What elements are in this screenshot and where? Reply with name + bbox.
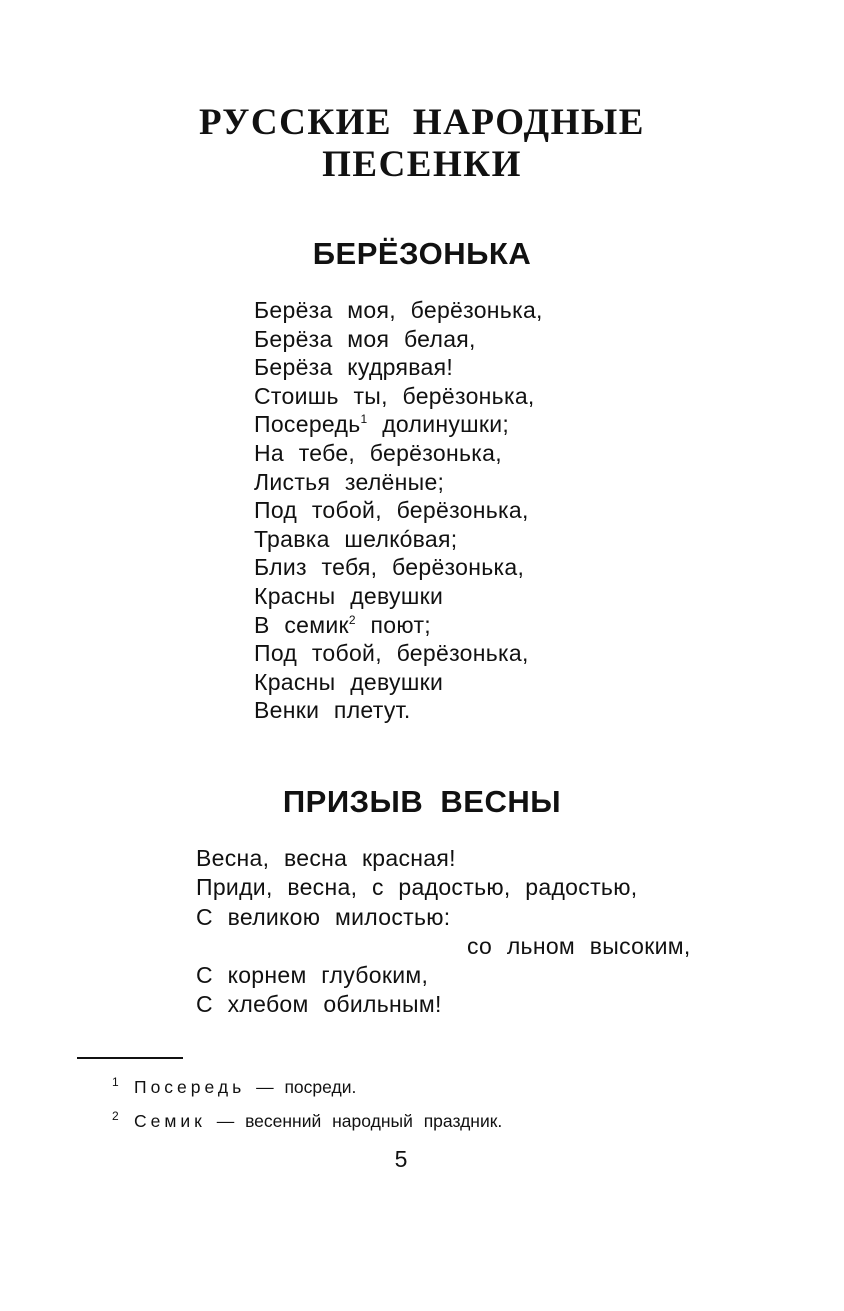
poem-word: В семик xyxy=(254,611,349,638)
footnote-divider xyxy=(77,1057,183,1059)
poem-word: долинушки; xyxy=(382,411,510,438)
poem-prizyv-vesny xyxy=(196,844,691,1020)
footnote-mark: 2 xyxy=(112,1109,119,1123)
poem-line: Стоишь ты, берёзонька, xyxy=(254,382,535,409)
poem-line xyxy=(254,611,543,640)
page-number: 5 xyxy=(394,1146,408,1172)
poem-line: Берёза кудрявая! xyxy=(254,354,454,381)
poem-line: С хлебом обильным! xyxy=(196,991,442,1018)
footnote-mark: 1 xyxy=(112,1075,119,1089)
poem-line: Берёза моя, берёзонька, xyxy=(254,297,543,323)
poem-line: Берёза моя белая, xyxy=(254,325,476,352)
poem-title-berezonka: БЕРЁЗОНЬКА xyxy=(312,236,532,271)
poem-line: Травка шелкóвая; xyxy=(254,525,458,552)
poem-line: Весна, весна красная! xyxy=(196,845,456,871)
poem-line xyxy=(254,410,543,439)
section-title-line-1: РУССКИЕ НАРОДНЫЕ xyxy=(199,102,645,143)
section-title-line-2: ПЕСЕНКИ xyxy=(322,144,522,185)
footnote-term: Семик xyxy=(134,1111,206,1131)
poem-line: На тебе, берёзонька, xyxy=(254,439,502,466)
poem-line: С корнем глубоким, xyxy=(196,962,429,989)
poem-line: С великою милостью: xyxy=(196,903,451,930)
poem-line: Приди, весна, с радостью, радостью, xyxy=(196,874,638,901)
footnote-1 xyxy=(112,1074,502,1108)
footnote-2 xyxy=(112,1108,502,1142)
footnote-definition: — посреди. xyxy=(256,1077,357,1097)
poem-word: Посередь xyxy=(254,411,361,438)
poem-berezonka xyxy=(254,296,543,725)
footnote-term: Посередь xyxy=(134,1077,246,1097)
poem-line: Под тобой, берёзонька, xyxy=(254,640,529,667)
poem-word: поют; xyxy=(370,611,431,638)
poem-line: со льном высоким, xyxy=(467,932,691,959)
poem-line: Близ тебя, берёзонька, xyxy=(254,554,525,581)
footnote-ref-2: 2 xyxy=(348,612,356,627)
poem-line: Красны девушки xyxy=(254,582,444,609)
poem-line: Венки плетут. xyxy=(254,697,411,724)
footnotes xyxy=(112,1074,502,1142)
footnote-ref-1: 1 xyxy=(360,412,368,427)
poem-line: Красны девушки xyxy=(254,668,444,695)
poem-line: Листья зелёные; xyxy=(254,468,445,495)
footnote-definition: — весенний народный праздник. xyxy=(216,1111,503,1131)
poem-title-prizyv-vesny: ПРИЗЫВ ВЕСНЫ xyxy=(282,784,562,819)
poem-line: Под тобой, берёзонька, xyxy=(254,497,529,524)
